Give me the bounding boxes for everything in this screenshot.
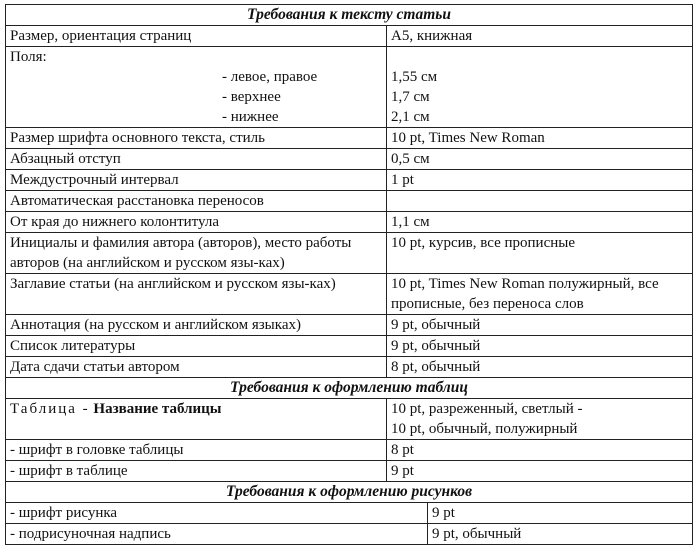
row-value: 10 pt, Times New Roman полужирный, все прописные, без переноса слов <box>387 274 693 315</box>
row-label: Размер, ориентация страниц <box>6 26 387 47</box>
row-label: Автоматическая расстановка переносов <box>6 191 387 212</box>
row-value: 10 pt, Times New Roman <box>387 128 693 149</box>
row-value: A5, книжная <box>387 26 693 47</box>
row-value: 9 pt <box>428 503 693 524</box>
row-label: - подрисуночная надпись <box>6 524 428 545</box>
row-value: 10 pt, курсив, все прописные <box>387 233 693 274</box>
table-row <box>6 149 693 170</box>
row-label: Дата сдачи статьи автором <box>6 357 387 378</box>
row-label: - шрифт рисунка <box>6 503 428 524</box>
row-value <box>387 191 693 212</box>
margin-left-right-label: - левое, правое <box>222 69 318 85</box>
margin-bottom-label: - нижнее <box>222 109 279 125</box>
table-row <box>6 128 693 149</box>
table-row <box>6 315 693 336</box>
table-row-margins <box>6 47 693 128</box>
row-label: - шрифт в таблице <box>6 461 387 482</box>
table-row <box>6 170 693 191</box>
row-label: Размер шрифта основного текста, стиль <box>6 128 387 149</box>
section-title: Требования к тексту статьи <box>6 5 693 26</box>
section-header-text <box>6 5 693 26</box>
row-label <box>6 47 387 128</box>
section-title: Требования к оформлению рисунков <box>6 482 693 503</box>
row-value: 9 pt, обычный <box>387 315 693 336</box>
table-row <box>6 26 693 47</box>
table-row <box>6 336 693 357</box>
caption-value-line1: 10 pt, разреженный, светлый - <box>391 401 583 417</box>
row-value: 8 pt <box>387 440 693 461</box>
margin-top-value: 1,7 см <box>391 89 430 105</box>
table-row <box>6 357 693 378</box>
row-label: От края до нижнего колонтитула <box>6 212 387 233</box>
table-row <box>6 212 693 233</box>
table-row <box>6 191 693 212</box>
row-label <box>6 399 387 440</box>
row-label: Аннотация (на русском и английском языках) <box>6 315 387 336</box>
table-row <box>6 440 693 461</box>
section-header-figures <box>6 482 693 503</box>
margin-left-right-value: 1,55 см <box>391 69 438 85</box>
margin-top-label: - верхнее <box>222 89 281 105</box>
row-value: 1,1 см <box>387 212 693 233</box>
table-row <box>6 503 693 524</box>
table-row <box>6 461 693 482</box>
row-value: 9 pt, обычный <box>387 336 693 357</box>
row-label: Инициалы и фамилия автора (авторов), место работы авторов (на английском и русском язы-ках) <box>6 233 387 274</box>
margin-bottom-value: 2,1 см <box>391 109 430 125</box>
caption-word: Таблица - <box>10 401 90 417</box>
row-label: Междустрочный интервал <box>6 170 387 191</box>
row-value <box>387 399 693 440</box>
row-value <box>387 47 693 128</box>
margins-label: Поля: <box>10 49 47 65</box>
row-value: 0,5 см <box>387 149 693 170</box>
requirements-table <box>5 4 693 545</box>
row-label: - шрифт в головке таблицы <box>6 440 387 461</box>
row-value: 8 pt, обычный <box>387 357 693 378</box>
row-label: Заглавие статьи (на английском и русском язы-ках) <box>6 274 387 315</box>
table-row <box>6 399 693 440</box>
section-header-tables <box>6 378 693 399</box>
caption-value-line2: 10 pt, обычный, полужирный <box>391 421 578 437</box>
table-row <box>6 274 693 315</box>
row-value: 9 pt, обычный <box>428 524 693 545</box>
table-row <box>6 524 693 545</box>
section-title: Требования к оформлению таблиц <box>6 378 693 399</box>
row-label: Список литературы <box>6 336 387 357</box>
row-value: 1 pt <box>387 170 693 191</box>
row-value: 9 pt <box>387 461 693 482</box>
table-row <box>6 233 693 274</box>
caption-bold-text: Название таблицы <box>93 401 222 417</box>
row-label: Абзацный отступ <box>6 149 387 170</box>
